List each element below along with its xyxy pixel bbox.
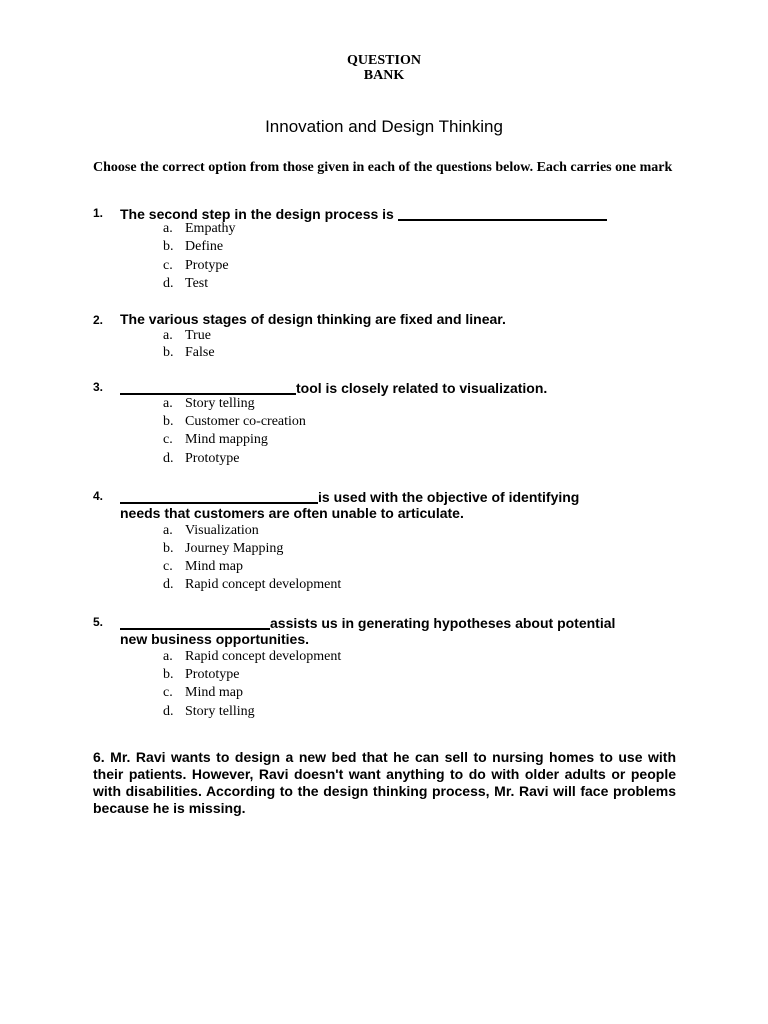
option-text: Journey Mapping xyxy=(185,541,284,556)
option-text: Rapid concept development xyxy=(185,577,342,592)
option-letter: b. xyxy=(163,541,174,556)
option-text: Story telling xyxy=(185,704,255,719)
option-text: True xyxy=(185,328,211,343)
option-letter: a. xyxy=(163,523,173,538)
option-text: Rapid concept development xyxy=(185,649,342,664)
question-text-after: is used with the objective of identifying xyxy=(318,489,580,505)
answer-blank xyxy=(120,614,270,630)
question-text xyxy=(120,377,547,397)
option-text: Mind mapping xyxy=(185,432,268,447)
option-letter: a. xyxy=(163,649,173,664)
option-text: Mind map xyxy=(185,559,243,574)
question-text-line-2: needs that customers are often unable to articulate. xyxy=(120,505,464,521)
option-text: Prototype xyxy=(185,667,240,682)
option-letter: c. xyxy=(163,685,173,700)
option-letter: d. xyxy=(163,276,174,291)
option-letter: a. xyxy=(163,396,173,411)
option-letter: a. xyxy=(163,328,173,343)
option-text: Customer co-creation xyxy=(185,414,306,429)
question-number: 1. xyxy=(93,206,104,220)
question-number: 4. xyxy=(93,489,104,503)
option-text: False xyxy=(185,345,215,360)
question-number: 3. xyxy=(93,380,104,394)
answer-blank xyxy=(398,205,607,221)
option-text: Define xyxy=(185,239,224,254)
question-text-line-2: new business opportunities. xyxy=(120,631,310,647)
option-text: Visualization xyxy=(185,523,259,538)
header-line-1: QUESTION xyxy=(347,53,421,68)
option-letter: b. xyxy=(163,667,174,682)
question-text: The various stages of design thinking are fixed and linear. xyxy=(120,311,506,327)
option-text: Story telling xyxy=(185,396,255,411)
option-text: Mind map xyxy=(185,685,243,700)
question-text xyxy=(120,486,579,506)
option-letter: b. xyxy=(163,345,174,360)
question-number: 2. xyxy=(93,313,104,327)
document-title: Innovation and Design Thinking xyxy=(265,117,503,136)
option-text: Protype xyxy=(185,258,229,273)
question-text xyxy=(120,612,615,632)
instructions: Choose the correct option from those given in each of the questions below. Each carries one mark xyxy=(93,160,673,175)
option-letter: d. xyxy=(163,451,174,466)
option-letter: b. xyxy=(163,414,174,429)
question-text-before: The second step in the design process is xyxy=(120,206,398,222)
option-letter: c. xyxy=(163,258,173,273)
option-letter: d. xyxy=(163,704,174,719)
question-6: 6. Mr. Ravi wants to design a new bed that he can sell to nursing homes to use with their patients. However, Ravi doesn't want anything to do with older adults or people with disabilities. According to the design thinking process, Mr. Ravi will face problems because he is missing. xyxy=(93,749,676,816)
option-letter: c. xyxy=(163,432,173,447)
option-text: Prototype xyxy=(185,451,240,466)
answer-blank xyxy=(120,379,296,395)
answer-blank xyxy=(120,488,318,504)
question-text-after: assists us in generating hypotheses about potential xyxy=(270,615,616,631)
option-letter: d. xyxy=(163,577,174,592)
option-letter: b. xyxy=(163,239,174,254)
header-line-2: BANK xyxy=(363,68,405,83)
option-text: Test xyxy=(185,276,209,291)
option-text: Empathy xyxy=(185,221,236,236)
option-letter: c. xyxy=(163,559,173,574)
option-letter: a. xyxy=(163,221,173,236)
question-number: 5. xyxy=(93,615,104,629)
question-text-after: tool is closely related to visualization. xyxy=(296,380,548,396)
